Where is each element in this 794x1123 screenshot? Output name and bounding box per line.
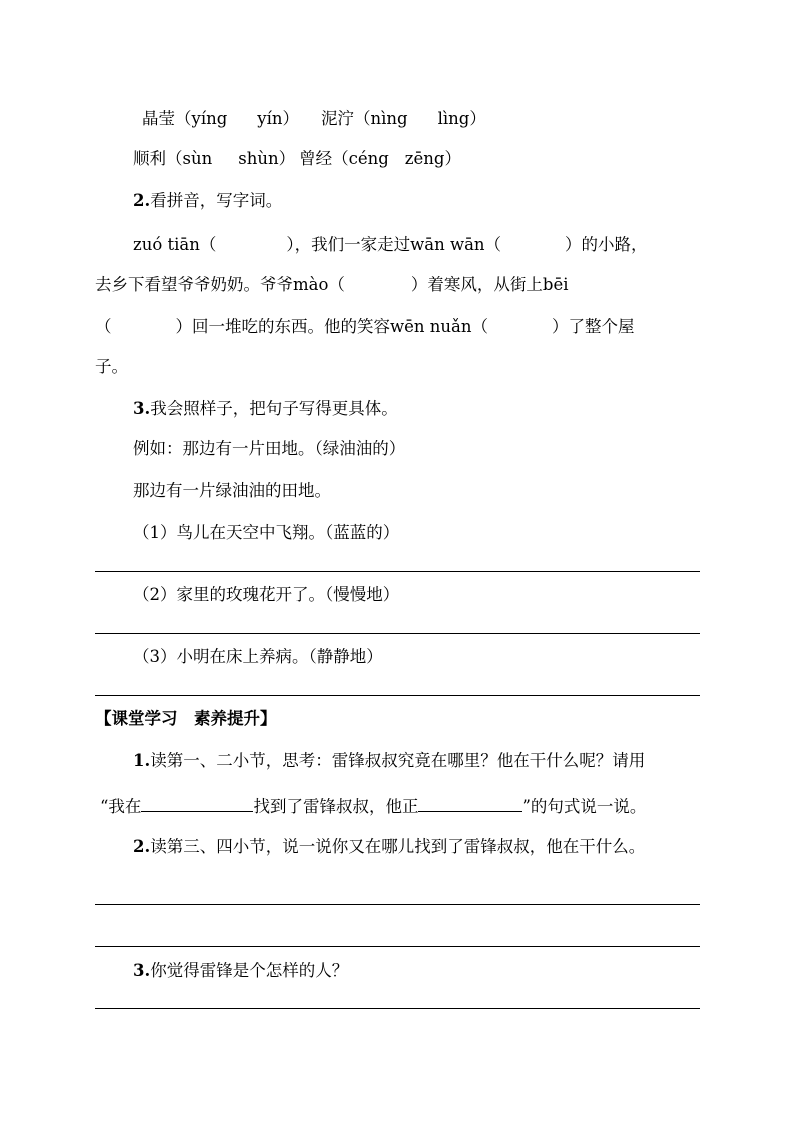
question-number: 2. <box>133 191 151 210</box>
q3-example-answer: 那边有一片绿油油的田地。 <box>133 481 331 500</box>
option[interactable]: zēng <box>404 149 445 168</box>
answer-line[interactable] <box>95 946 700 947</box>
q2-line-3: （ ）回一堆吃的东西。他的笑容wēn nuǎn（ ）了整个屋 <box>95 317 635 336</box>
pinyin: bēi <box>542 275 569 294</box>
word: 曾经 <box>299 149 333 168</box>
example-label: 例如： <box>133 439 183 458</box>
sentence-text: ）了整个屋 <box>551 317 635 336</box>
word: 泥泞 <box>321 109 355 128</box>
question-text: 读第三、四小节，说一说你又在哪儿找到了雷锋叔叔，他在干什么。 <box>150 837 646 856</box>
question-text: “我在 <box>100 797 142 816</box>
fill-blank[interactable] <box>418 794 522 812</box>
q3-example <box>133 438 405 460</box>
q2-title <box>133 190 282 212</box>
q3-title <box>133 398 398 420</box>
question-text: 你觉得雷锋是个怎样的人？ <box>150 961 349 980</box>
sentence-text: ），我们一家走过 <box>286 235 411 254</box>
example-sentence: 那边有一片田地。（绿油油的） <box>182 439 406 458</box>
pinyin-choice-line-2: 顺利（sùn shùn） 曾经（céng zēng） <box>133 149 461 168</box>
section-q3 <box>133 960 348 982</box>
question-text: 看拼音，写字词。 <box>150 191 283 210</box>
fill-blank[interactable] <box>141 794 253 812</box>
word: 顺利 <box>133 149 166 168</box>
answer-line[interactable] <box>95 904 700 905</box>
word: 晶莹 <box>142 109 175 128</box>
question-number: 3. <box>133 961 151 980</box>
section-q1-line-2 <box>100 794 646 818</box>
pinyin-choice-line-1: 晶莹（yíng yín） 泥泞（nìng lìng） <box>142 109 486 128</box>
option[interactable]: shùn <box>238 149 279 168</box>
option[interactable]: lìng <box>437 109 470 128</box>
pinyin: wēn nuǎn <box>390 317 472 336</box>
pinyin: wān wān <box>410 235 485 254</box>
answer-line[interactable] <box>95 633 700 634</box>
question-number: 3. <box>133 399 151 418</box>
q2-line-4 <box>95 356 128 378</box>
sentence-text: ）回一堆吃的东西。他的笑容 <box>175 317 390 336</box>
section-q2 <box>133 836 645 858</box>
answer-line[interactable] <box>95 1008 700 1009</box>
q2-line-2: 去乡下看望爷爷奶奶。爷爷mào（ ）着寒风，从街上bēi <box>95 275 569 294</box>
option[interactable]: céng <box>348 149 389 168</box>
question-text: 读第一、二小节，思考：雷锋叔叔究竟在哪里？他在干什么呢？请用 <box>150 751 646 770</box>
question-number: 2. <box>133 837 151 856</box>
option[interactable]: nìng <box>370 109 408 128</box>
option[interactable]: yín <box>257 109 283 128</box>
answer-line[interactable] <box>95 571 700 572</box>
section-q1-line-1 <box>133 750 645 772</box>
q3-item-3: （3）小明在床上养病。（静静地） <box>133 647 383 666</box>
pinyin: zuó tiān <box>133 235 200 254</box>
sentence-text: ）着寒风，从街上 <box>410 275 543 294</box>
pinyin: mào <box>293 275 329 294</box>
q3-item-1: （1）鸟儿在天空中飞翔。（蓝蓝的） <box>133 523 400 542</box>
question-text: ”的句式说一说。 <box>522 797 647 816</box>
sentence-text: 去乡下看望爷爷奶奶。爷爷 <box>95 275 293 294</box>
sentence-text: ）的小路， <box>565 235 648 254</box>
option[interactable]: yíng <box>191 109 228 128</box>
option[interactable]: sùn <box>182 149 213 168</box>
question-text: 我会照样子，把句子写得更具体。 <box>150 399 398 418</box>
q3-item-2: （2）家里的玫瑰花开了。（慢慢地） <box>133 585 400 604</box>
answer-line[interactable] <box>95 695 700 696</box>
section-title: 【课堂学习 素养提升】 <box>95 709 277 728</box>
question-number: 1. <box>133 751 151 770</box>
q2-line-1: zuó tiān（ ），我们一家走过wān wān（ ）的小路， <box>133 235 648 254</box>
question-text: 找到了雷锋叔叔，他正 <box>253 797 419 816</box>
sentence-text: 子。 <box>95 357 128 376</box>
